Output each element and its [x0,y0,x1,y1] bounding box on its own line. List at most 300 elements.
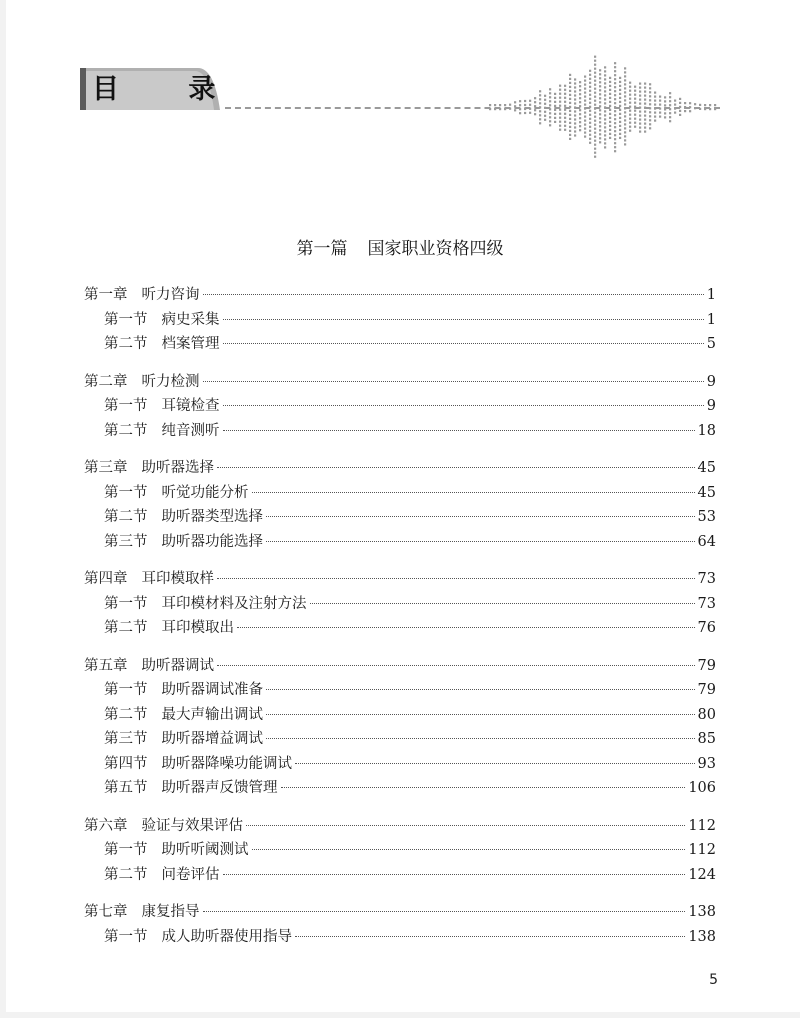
wave-dot [664,116,666,118]
wave-dot [594,96,596,98]
leader-dots [217,466,695,468]
wave-dot [624,79,626,81]
toc-chapter[interactable] [84,456,716,481]
leader-dots [223,404,704,406]
wave-dot [594,148,596,150]
wave-dot [544,95,546,97]
wave-dot [569,122,571,124]
wave-dot [609,113,611,115]
wave-dot [609,121,611,123]
wave-dot [599,69,601,71]
wave-dot [599,97,601,99]
wave-dot [534,101,536,103]
wave-dot [614,66,616,68]
toc-section[interactable] [84,505,716,530]
wave-dot [679,110,681,112]
toc-section-page: 138 [688,928,716,945]
toc-chapter-number: 第四章 [84,571,128,587]
wave-dot [604,70,606,72]
wave-dot [589,102,591,104]
toc-section-page: 18 [697,422,716,439]
section-name: 国家职业资格四级 [367,239,504,259]
section-part: 第一篇 [296,239,348,259]
wave-dot [574,134,576,136]
toc-section[interactable] [84,394,716,419]
wave-dot [619,85,621,87]
wave-dot [599,85,601,87]
wave-dot [614,130,616,132]
wave-dot [589,118,591,120]
wave-dot [624,111,626,113]
wave-dot [569,98,571,100]
wave-dot [574,78,576,80]
wave-dot [614,106,616,108]
wave-dot [629,90,631,92]
wave-dot [584,100,586,102]
wave-dot [579,113,581,115]
wave-dot [549,100,551,102]
wave-dot [604,106,606,108]
wave-dot [544,119,546,121]
wave-dot [574,90,576,92]
wave-dot [634,86,636,88]
wave-dot [574,94,576,96]
wave-dot [594,132,596,134]
wave-dot [534,113,536,115]
wave-dot [654,116,656,118]
wave-dot [614,126,616,128]
toc-section-title: 助听器声反馈管理 [161,780,278,796]
toc-section-number: 第三节 [104,731,148,747]
wave-dot [689,106,691,108]
wave-dot [534,97,536,99]
wave-dot [634,122,636,124]
toc-section-page: 76 [697,620,716,636]
toc-section-number: 第一节 [104,595,148,612]
toc-section-number: 第一节 [104,311,148,328]
wave-dot [614,142,616,144]
wave-dot [644,107,646,109]
toc-section[interactable] [84,332,716,357]
wave-dot [569,134,571,136]
toc-section-page: 64 [697,533,716,550]
wave-dot [714,108,716,110]
wave-dot [504,108,506,110]
wave-dot [564,89,566,91]
wave-dot [619,117,621,119]
wave-dot [599,101,601,103]
wave-dot [579,101,581,103]
wave-dot [604,94,606,96]
toc-section-page: 73 [697,595,716,612]
wave-dot [584,96,586,98]
toc-section-number: 第二节 [104,620,148,636]
wave-dot [614,134,616,136]
wave-dot [524,108,526,110]
toc-section-title: 成人助听器使用指导 [161,928,292,945]
toc-section-page: 53 [697,509,716,525]
toc-section-number: 第一节 [104,842,148,858]
wave-dot [524,112,526,114]
wave-dot [599,81,601,83]
toc-section-title: 病史采集 [161,311,220,328]
wave-dot [649,83,651,85]
wave-dot [634,114,636,116]
wave-dot [519,108,521,110]
wave-dot [619,129,621,131]
wave-dot [629,82,631,84]
toc-section-page: 85 [697,731,716,747]
wave-dot [634,118,636,120]
wave-dot [604,102,606,104]
wave-dot [589,110,591,112]
wave-dot [589,90,591,92]
toc-chapter-page: 73 [697,571,716,587]
wave-dot [529,100,531,102]
wave-dot [594,76,596,78]
wave-dot [604,122,606,124]
wave-dot [679,114,681,116]
toc-chapter-title: 耳印模取样 [141,571,214,587]
toc-chapter-page: 138 [688,904,716,920]
wave-dot [584,108,586,110]
wave-dot [664,112,666,114]
wave-dot [589,126,591,128]
toc-section-title: 助听听阈测试 [161,842,249,858]
toc-chapter-title: 验证与效果评估 [141,817,243,834]
leader-dots [252,848,686,850]
toc-chapter-page: 9 [706,373,716,390]
wave-dot [494,104,496,106]
toc-section-title: 耳镜检查 [161,398,220,414]
wave-dot [594,80,596,82]
toc-chapter-group [84,370,716,444]
wave-dot [584,88,586,90]
wave-dot [564,117,566,119]
wave-dot [679,98,681,100]
wave-dot [629,98,631,100]
wave-dot [579,125,581,127]
toc-section-page: 93 [697,755,716,772]
toc-section[interactable] [84,863,716,888]
toc-chapter-title: 听力检测 [141,373,200,390]
leader-dots [223,318,704,320]
toc-section[interactable] [84,592,716,617]
wave-dot [539,106,541,108]
wave-dot [534,105,536,107]
wave-dot [624,99,626,101]
wave-dot [699,108,701,110]
wave-dot [654,96,656,98]
wave-dot [594,136,596,138]
toc-section[interactable] [84,776,716,801]
wave-dot [634,106,636,108]
wave-dot [609,137,611,139]
wave-dot [564,121,566,123]
wave-dot [614,122,616,124]
toc-chapter-number: 第七章 [84,904,128,920]
wave-dot [629,102,631,104]
wave-dot [639,103,641,105]
wave-dot [589,82,591,84]
wave-dot [529,112,531,114]
wave-dot [639,95,641,97]
wave-dot [584,112,586,114]
wave-dot [679,106,681,108]
page-title: 目 录 [92,74,246,105]
wave-dot [609,105,611,107]
wave-dot [619,89,621,91]
toc-chapter[interactable] [84,900,716,925]
wave-dot [569,114,571,116]
wave-dot [669,104,671,106]
wave-dot [644,83,646,85]
toc-chapter-title: 听力咨询 [141,287,200,303]
toc-section[interactable] [84,419,716,444]
toc-section[interactable] [84,530,716,555]
wave-dot [594,152,596,154]
toc-chapter[interactable] [84,654,716,679]
wave-dot [559,89,561,91]
wave-dot [569,102,571,104]
wave-dot [604,74,606,76]
wave-dot [624,135,626,137]
leader-dots [252,491,695,493]
wave-dot [579,93,581,95]
wave-dot [684,106,686,108]
wave-dot [649,115,651,117]
toc-section-page: 80 [697,706,716,723]
wave-dot [614,62,616,64]
wave-dot [609,93,611,95]
wave-dot [654,100,656,102]
wave-dot [609,117,611,119]
wave-dot [629,114,631,116]
wave-dot [614,110,616,112]
toc-section[interactable] [84,308,716,333]
page-edge-bottom [0,1012,800,1018]
leader-dots [246,824,685,826]
toc-section-title: 纯音测听 [161,422,220,439]
toc-chapter-group [84,900,716,949]
toc-section[interactable] [84,838,716,863]
wave-dot [494,108,496,110]
wave-dot [564,93,566,95]
wave-dot [619,113,621,115]
toc-chapter[interactable] [84,814,716,839]
wave-dot [599,113,601,115]
wave-dot [539,94,541,96]
toc-section[interactable] [84,703,716,728]
wave-dot [614,86,616,88]
wave-dot [574,130,576,132]
wave-dot [604,134,606,136]
wave-dot [619,121,621,123]
wave-dot [629,86,631,88]
wave-dot [554,117,556,119]
toc-section[interactable] [84,727,716,752]
wave-dot [684,110,686,112]
wave-dot [589,94,591,96]
wave-dot [594,140,596,142]
wave-dot [574,114,576,116]
wave-dot [624,127,626,129]
toc-section[interactable] [84,752,716,777]
toc-chapter[interactable] [84,567,716,592]
wave-dot [644,87,646,89]
wave-dot [624,139,626,141]
wave-dot [639,111,641,113]
wave-dot [599,105,601,107]
wave-dot [534,109,536,111]
wave-dot [589,70,591,72]
page-edge-left [0,0,6,1018]
wave-dot [594,104,596,106]
wave-dot [644,111,646,113]
wave-dot [624,91,626,93]
wave-dot [599,73,601,75]
toc-section-number: 第一节 [104,484,148,501]
wave-dot [539,110,541,112]
wave-dot [594,84,596,86]
wave-dot [619,97,621,99]
toc-section[interactable] [84,678,716,703]
wave-dot [514,105,516,107]
wave-dot [699,104,701,106]
leader-dots [203,380,704,382]
toc-chapter-group [84,456,716,554]
wave-dot [594,124,596,126]
wave-dot [614,90,616,92]
wave-dot [599,133,601,135]
wave-dot [604,126,606,128]
wave-dot [614,78,616,80]
wave-dot [524,100,526,102]
wave-dot [564,85,566,87]
toc-section[interactable] [84,481,716,506]
wave-dot [649,103,651,105]
wave-dot [569,130,571,132]
wave-dot [609,129,611,131]
wave-dot [594,116,596,118]
wave-dot [594,144,596,146]
wave-dot [654,108,656,110]
toc-section-title: 耳印模材料及注射方法 [161,595,307,612]
wave-dot [594,88,596,90]
wave-dot [589,138,591,140]
wave-dot [569,74,571,76]
wave-dot [614,94,616,96]
wave-dot [649,127,651,129]
leader-dots [266,713,695,715]
wave-dot [609,81,611,83]
section-title [0,234,800,259]
toc-chapter-number: 第三章 [84,460,128,476]
wave-dot [594,60,596,62]
wave-dot [669,100,671,102]
wave-dot [604,78,606,80]
wave-dot [594,100,596,102]
wave-dot [589,106,591,108]
wave-dot [634,90,636,92]
wave-dot [604,114,606,116]
wave-dot [664,96,666,98]
toc-section[interactable] [84,616,716,641]
wave-dot [689,102,691,104]
wave-dot [569,118,571,120]
wave-dot [559,101,561,103]
wave-dot [689,110,691,112]
toc-section-page: 1 [706,311,716,328]
toc-chapter[interactable] [84,283,716,308]
wave-dot [594,68,596,70]
wave-dot [614,118,616,120]
wave-dot [584,128,586,130]
wave-dot [604,90,606,92]
wave-dot [514,101,516,103]
wave-dot [549,96,551,98]
wave-dot [624,107,626,109]
wave-dot [549,120,551,122]
wave-dot [519,100,521,102]
wave-dot [614,102,616,104]
wave-dot [614,114,616,116]
leader-dots [266,737,695,739]
wave-dot [649,91,651,93]
wave-dot [539,114,541,116]
wave-dot [594,92,596,94]
wave-dot [664,108,666,110]
toc-section-number: 第二节 [104,509,148,525]
wave-dot [644,103,646,105]
wave-dot [589,86,591,88]
leader-dots [266,540,695,542]
wave-dot [619,133,621,135]
wave-dot [579,97,581,99]
wave-dot [554,121,556,123]
wave-dot [584,92,586,94]
wave-dot [694,103,696,105]
toc-chapter-number: 第六章 [84,817,128,834]
wave-dot [599,109,601,111]
wave-dot [609,125,611,127]
toc-chapter[interactable] [84,370,716,395]
wave-dot [624,123,626,125]
leader-dots [237,626,695,628]
wave-dot [649,123,651,125]
wave-dot [604,110,606,112]
wave-dot [604,118,606,120]
wave-dot [619,105,621,107]
wave-dot [614,74,616,76]
wave-dot [639,99,641,101]
wave-dot [639,91,641,93]
wave-dot [649,119,651,121]
wave-dot [594,72,596,74]
wave-dot [609,101,611,103]
wave-dot [624,87,626,89]
wave-dot [709,104,711,106]
toc-section[interactable] [84,925,716,950]
leader-dots [266,688,695,690]
wave-dot [524,104,526,106]
wave-dot [579,85,581,87]
wave-dot [639,107,641,109]
wave-dot [509,104,511,106]
wave-dot [644,127,646,129]
toc-section-title: 听觉功能分析 [161,484,249,501]
wave-dot [624,115,626,117]
